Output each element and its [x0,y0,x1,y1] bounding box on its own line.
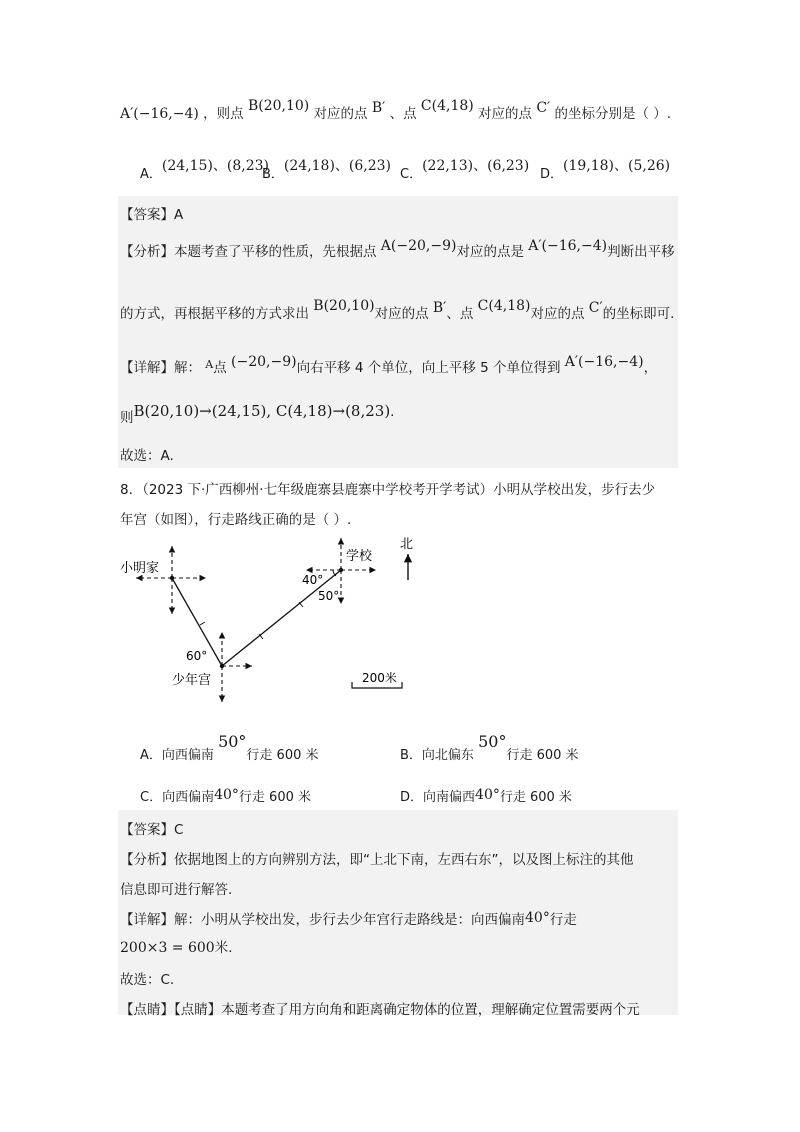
q7-detail-line1: 【详解】解： $^A$点 (−20,−9)向右平移 4 个单位，向上平移 5 个单位得到 A′(−16,−4)， [120,354,658,376]
palace-compass [222,632,252,702]
angle-60-label: 60° [186,649,208,663]
q7-option-d: D．(19,18)、(5,26) [540,158,671,182]
q7-option-c: C．(22,13)、(6,23) [400,158,530,182]
q8-comment: 【点睛】【点睛】本题考查了用方向角和距离确定物体的位置，理解确定位置需要两个元 [120,1002,640,1018]
q8-direction-diagram [112,532,432,722]
q8-option-d: D．向南偏西40°行走 600 米 [400,787,572,805]
q8-analysis-line2: 信息即可进行解答. [120,882,233,898]
home-compass [136,546,206,614]
route-palace-school [222,570,341,666]
q8-stem-line2: 年宫（如图），行走路线正确的是（ ）. [120,512,352,528]
q8-analysis-line1: 【分析】依据地图上的方向辨别方法，即“上北下南，左西右东”，以及图上标注的其他 [120,852,634,868]
q7-option-b: B．(24,18)、(6,23) [262,158,392,182]
scale-label: 200米 [362,671,397,685]
q8-answer: 【答案】C [120,822,184,838]
q8-stem-line1: 8．（2023 下·广西柳州·七年级鹿寨县鹿寨中学校考开学考试）小明从学校出发，步行去少 [120,482,656,498]
q8-option-c: C．向西偏南40°行走 600 米 [140,787,311,805]
math-A-prime: A′(−16,−4) [120,106,199,122]
north-label: 北 [400,537,414,552]
angle-40-label: 40° [302,573,324,587]
q8-option-a: A．向西偏南 50°行走 600 米 [140,732,319,763]
q8-choose: 故选：C. [120,972,175,988]
q7-analysis-line2: 的方式，再根据平移的方式求出 B(20,10)对应的点 B′、点 C(4,18)对应的点 C′的坐标即可. [120,298,675,322]
q8-detail-line1: 【详解】解：小明从学校出发，步行去少年宫行走路线是：向西偏南40°行走 [120,910,577,928]
q7-option-a: A．(24,15)、(8,23) [140,158,270,182]
q7-solution-background [118,196,678,468]
q8-option-b: B．向北偏东 50°行走 600 米 [400,732,579,763]
q7-answer: 【答案】A [120,207,184,223]
school-label: 学校 [346,549,373,564]
angle-50-label: 50° [318,589,340,603]
q7-choose: 故选：A. [120,448,174,464]
q7-line1: A′(−16,−4) ，则点 B(20,10) 对应的点 B′ 、点 C(4,18) 对应的点 C′ 的坐标分别是（ ）. [120,98,672,122]
q8-detail-line2: 200×3 = 600米. [120,940,233,956]
palace-label: 少年宫 [172,673,212,688]
home-label: 小明家 [120,561,160,576]
q7-analysis-line1: 【分析】本题考查了平移的性质，先根据点 A(−20,−9)对应的点是 A′(−16,−4)判断出平移 [120,238,675,260]
q7-detail-line2: 则B(20,10)→(24,15), C(4,18)→(8,23). [120,402,395,426]
